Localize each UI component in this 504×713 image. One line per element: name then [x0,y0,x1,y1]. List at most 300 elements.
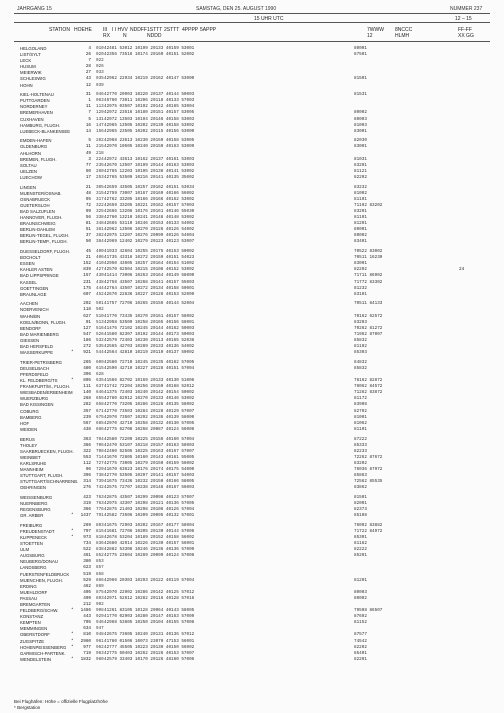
mountain-marker: * [71,528,74,534]
station-name: KAHLER ASTEN [20,267,53,273]
station-height: 977 [83,644,91,650]
observation-groups: 42758 43507 10268 20141 40157 55003 [104,279,195,285]
station-number: 962 [96,644,104,650]
mountain-marker: * [71,608,74,614]
station-number: 908 [96,608,104,614]
station-name: OBERSTDORF [20,632,50,638]
weather-groups: 71722 84972 [354,528,383,534]
station-number: 763 [96,500,104,506]
observation-groups: 42678 53204 10189 20152 40158 56002 [104,534,195,540]
station-name: FUERSTENFELDBRUCK [20,571,70,577]
weather-groups: 81062 [354,420,367,426]
observation-groups: 42580 72710 10245 20135 40162 57005 [104,359,195,365]
weather-groups: 83202 [354,460,367,466]
station-name: WEINBIET [20,454,41,460]
station-height: 111 [83,384,91,390]
station-name: ULM [20,547,30,553]
station-name: LINGEN [20,184,36,190]
station-number: 635 [96,378,104,384]
observation-groups: 42759 73007 10167 20169 40166 56002 [104,190,195,196]
observation-groups: 41670 63623 10176 20174 40175 54000 [104,466,195,472]
weather-groups: 83101 [354,291,367,297]
station-name: LIST/SYLT [20,52,41,58]
observation-groups: 42975 43307 10298 20121 40136 57005 [104,500,195,506]
observation-groups: 41580 82307 10192 20144 40173 50003 [104,331,195,337]
station-height: 11 [85,144,91,150]
observation-groups: 42965 23505 10202 20115 40156 53000 [104,128,195,134]
station-number: 452 [96,291,104,297]
station-height: 1832 [80,656,91,662]
station-height: 45 [85,249,91,255]
weather-groups: 83001 [354,261,367,267]
station-group [0,185,504,246]
station-name: NEUBERG/DONAU [20,559,58,565]
station-name: DUESSELDORF, FLUGH. [20,249,70,255]
station-height: 272 [83,344,91,350]
station-height: 462 [83,583,91,589]
station-number: 818 [96,534,104,540]
station-name: KASSEL [20,279,37,285]
observation-groups: 41675 73436 10232 20150 40166 58005 [104,479,195,485]
station-number: 033 [96,70,104,76]
station-height: 547 [83,331,91,337]
observation-groups: 42590 42710 10227 20128 40151 57004 [104,365,195,371]
weather-groups: 71962 87007 [354,331,383,337]
col-ihvv: I I HVV [112,27,128,33]
observation-groups: 42958 53509 10258 20165 40156 58001 [104,319,195,325]
col-ffff: FF-FF [458,27,472,33]
station-height: 17 [85,174,91,180]
station-name: PFERDSFELD [20,371,49,377]
station-name: BRAUNLAGE [20,291,47,297]
station-number: 382 [96,233,104,239]
weather-groups: 82202 [354,267,367,273]
weather-groups: 82222 [354,547,367,553]
station-height: 396 [83,473,91,479]
footnote-mountain: * Bergstation [14,705,41,710]
weather-groups: 84832 [354,359,367,365]
weather-groups: 83401 [354,239,367,245]
station-height: 27 [85,70,91,76]
observation-groups: 42579 72403 10230 20113 40165 52038 [104,337,195,343]
station-name: KLIPPENECK [20,534,47,540]
station-number: 853 [96,559,104,565]
station-name: MUENSTER/OSNAB. [20,190,62,196]
station-height: 322 [83,448,91,454]
station-name: NUERNBERG [20,500,48,506]
table-row [0,239,504,245]
station-number: 063 [96,98,104,104]
station-number: 202 [96,138,104,144]
station-height: 405 [83,589,91,595]
station-number: 516 [96,325,104,331]
station-name: SOLTAU [20,162,37,168]
station-number: 961 [96,638,104,644]
station-number: 742 [96,485,104,491]
footnote-airports: Bei Flughäfen: Höhe = offizielle Flugplatzhöhe [14,699,108,704]
station-height: 5 [88,116,91,122]
station-name: MANNHEIM [20,466,44,472]
col-xxgg: XX GG [458,33,474,39]
observation-groups: 42470 53107 10218 20157 40163 58003 [104,442,195,448]
station-group [0,495,504,519]
station-number: 946 [96,620,104,626]
observation-groups: 42780 62912 10270 20133 40146 53002 [104,396,195,402]
mountain-marker: * [71,638,74,644]
observation-groups: 42760 13210 10241 20148 40148 53002 [104,215,195,221]
station-group [0,301,504,356]
weather-groups: 81003 [354,122,367,128]
station-name: KOELN/BONN, FLUGH. [20,319,67,325]
mountain-marker: * [71,378,74,384]
station-number: 836 [96,541,104,547]
station-height: 231 [83,279,91,285]
station-number: 035 [96,76,104,82]
station-height: 567 [83,420,91,426]
station-name: BERLIN-DAHLEM [20,227,55,233]
observation-groups: 42575 72707 10238 20148 40167 56003 [104,485,195,491]
station-number: 704 [96,436,104,442]
station-name: LUECHOW [20,174,42,180]
table-row [0,513,504,519]
weather-groups: 72262 87672 [354,454,383,460]
station-name: SAARBRUECKEN, FLUGH. [20,448,74,454]
station-name: MUEHLDORF [20,589,48,595]
station-number: 763 [96,494,104,500]
station-name: ESSEN [20,261,35,267]
station-group [0,92,504,135]
col-w12: 12 [367,33,373,39]
station-number: 893 [96,595,104,601]
station-height: 37 [85,233,91,239]
station-height: 175 [83,285,91,291]
station-height: 797 [83,528,91,534]
table-row [0,427,504,433]
station-number: 852 [96,553,104,559]
weather-groups: 81031 [354,156,367,162]
station-number: 430 [96,273,104,279]
weather-groups: 79598 86507 [354,608,383,614]
station-name: PUTTGARDEN [20,98,50,104]
weather-groups: 83001 [354,144,367,150]
observation-groups: 41770 73435 10270 20161 40157 58002 [104,313,195,319]
station-height: 26 [85,52,91,58]
observation-groups: 42680 42914 10226 20130 40157 56001 [104,541,195,547]
station-height: 21 [85,184,91,190]
station-number: 305 [96,184,104,190]
station-number: 147 [96,122,104,128]
weather-groups: 70162 62572 [354,313,383,319]
observation-groups: 42962 22934 10219 20162 40147 53000 [104,76,195,82]
station-number: 215 [96,144,104,150]
weather-groups: 83201 [354,208,367,214]
station-name: LUEBECK-BLANKENSEE [20,128,71,134]
station-number: 338 [96,215,104,221]
station-height: 4 [88,46,91,51]
station-height: 810 [83,632,91,638]
weather-groups: 81201 [354,577,367,583]
weather-groups: 81531 [354,92,367,98]
station-height: 99 [85,208,91,214]
station-number: 869 [96,583,104,589]
weather-groups: 83862 [354,485,367,491]
station-name: NORDERNEY [20,104,48,110]
mountain-marker: * [71,350,74,356]
station-name: THOLEY [20,442,38,448]
station-number: 637 [96,384,104,390]
weather-groups: 81001 [354,414,367,420]
weather-groups: 80001 [354,46,367,51]
station-height: 634 [83,626,91,632]
weather-groups: 82202 [354,644,367,650]
station-height: 12 [85,82,91,88]
station-name: FELDBERG/SCHW. [20,608,59,614]
station-name: OLDENBURG [20,144,48,150]
observation-groups: 41933 42604 10255 20175 40153 50002 [104,249,195,255]
station-name: MEIERWIK [20,70,42,76]
col-appp: 5APPP [200,27,217,33]
weather-groups: 81152 [354,620,367,626]
station-number: 020 [96,52,104,58]
weather-groups: 85832 [354,337,367,343]
station-name: FRANKFURT/M., FLUGH. [20,384,71,390]
station-name: KL. FELDBERG/TS [20,378,58,384]
table-row [0,83,504,89]
station-number: 963 [96,650,104,656]
observation-groups: 42564 42810 10219 20110 40137 50002 [104,350,195,356]
station-number: 686 [96,426,104,432]
station-number: 714 [96,454,104,460]
table-row [0,292,504,298]
col-hoehe: HOEHE [74,27,92,33]
station-height: 805 [83,378,91,384]
station-name: AHLHORN [20,150,42,156]
col-iirx: RX [103,33,110,39]
observation-groups: 42666 13206 10176 20161 40146 55030 [104,208,195,214]
station-number: 113 [96,104,104,110]
observation-groups: 41566 82702 10169 20133 40130 51006 [104,378,195,384]
station-height: 186 [83,337,91,343]
col-nddd: NDDD [147,33,162,39]
observation-groups: 42765 12203 10195 20136 40141 53002 [104,168,195,174]
station-name: SCHLESWIG [20,76,46,82]
station-height: 705 [83,620,91,626]
observation-groups: 41742 72204 10256 20159 40168 52012 [104,384,195,390]
mountain-marker: * [71,632,74,638]
weather-groups: 82201 [354,656,367,662]
station-height: 1437 [80,513,91,519]
observation-groups: 42775 73005 10279 20150 40159 56002 [104,460,195,466]
station-number: 502 [96,307,104,313]
weather-groups: 83908 [354,402,367,408]
observation-groups: 42570 62504 10215 20108 40152 53002 [104,267,195,273]
station-height: 363 [83,436,91,442]
station-number: 738 [96,473,104,479]
col-nddff: NDDFF [130,27,147,33]
station-name: HANNOVER, FLUGH. [20,215,63,221]
station-height: 140 [83,390,91,396]
col-sttt: 1STTT [147,27,163,33]
station-height: 268 [83,396,91,402]
col-sttt2: 2STTT [164,27,180,33]
weather-groups: 83232 [354,184,367,190]
station-name: HOHENPEISSENBERG [20,644,67,650]
time-range: 12 – 15 [455,16,472,22]
station-number: 532 [96,337,104,343]
weather-groups: 70262 81272 [354,325,383,331]
station-name: STUTTGART, FLUGH. [20,473,64,479]
weather-groups: 85108 [354,513,367,519]
weather-groups: 82001 [354,500,367,506]
station-number: 513 [96,319,104,325]
observation-groups: 42356 73516 10174 20160 40151 52002 [104,52,195,58]
station-height: 529 [83,577,91,583]
station-number: 322 [96,202,104,208]
station-group [0,523,504,663]
station-height: 239 [83,414,91,420]
station-name: BERLIN-TEGEL, FLUGH. [20,233,70,239]
observation-groups: 42966 20303 10293 20122 40119 57004 [104,577,195,583]
weather-groups: 85401 [354,650,367,656]
observation-groups: 42770 53505 10297 20141 40157 54003 [104,473,195,479]
station-height: 719 [83,650,91,656]
col-pppp: 4PPPP [182,27,199,33]
station-height: 839 [83,267,91,273]
station-height: 519 [83,571,91,577]
station-height: 1486 [80,608,91,614]
observation-groups: 42969 12402 10279 20123 40123 53007 [104,239,195,245]
station-height: 269 [83,522,91,528]
station-height: 734 [83,541,91,547]
station-name: ZUGSPITZE [20,638,45,644]
station-height: 72 [85,202,91,208]
table-row [0,485,504,491]
station-height: 357 [83,408,91,414]
station-number: 400 [96,249,104,255]
observation-groups: 42950 43605 10257 20164 40154 51002 [104,261,195,267]
observation-groups: 42968 53805 10250 20104 40155 57008 [104,620,195,626]
issue-number: NUMMER 237 [450,6,483,12]
station-name: FREUDENSTADT [20,528,55,534]
station-height: 438 [83,426,91,432]
station-name: WUERZBURG [20,396,49,402]
station-number: 510 [96,313,104,319]
col-iir: III [103,27,108,33]
mountain-marker: * [71,656,74,662]
observation-groups: 42882 53308 10246 20136 40136 57009 [104,547,195,553]
observation-groups: 41375 72403 10240 20142 40154 50002 [104,390,195,396]
station-number: 315 [96,190,104,196]
weather-groups: 81102 [354,344,367,350]
station-number: 325 [96,208,104,214]
station-number: 046 [96,92,104,98]
observation-groups: 42875 43507 10299 20098 40123 57007 [104,494,195,500]
station-name: GR. ARBER [20,513,44,519]
station-name: TRIER-PETRISBERG [20,359,63,365]
weather-groups: 71192 83202 [354,202,383,208]
observation-groups: 42971 52612 10282 20116 40128 57016 [104,595,195,601]
station-number: 685 [96,420,104,426]
station-height: 627 [83,313,91,319]
station-name: BAD SALZUFLEN [20,208,55,214]
station-height: 480 [83,365,91,371]
station-group [0,249,504,298]
observation-groups: 42579 33403 10170 20126 48160 57006 [104,656,195,662]
station-name: BREMEN, FLUGH. [20,156,57,162]
station-height: 49 [85,150,91,156]
station-group [0,46,504,89]
station-height: 5 [88,138,91,144]
table-row [0,129,504,135]
station-height: 973 [83,534,91,540]
observation-groups: 41770 02903 10280 20147 40163 57009 [104,614,195,620]
weather-groups: 70522 83002 [354,249,383,255]
station-number: 253 [96,174,104,180]
observation-groups: 41476 72102 10245 20144 40162 50003 [104,325,195,331]
observation-groups: 42965 13505 10202 20139 40158 53002 [104,122,195,128]
station-height: 409 [83,595,91,601]
weather-groups: 82202 [354,174,367,180]
station-number: 739 [96,479,104,485]
observation-groups: 42765 53509 10216 20141 40135 35002 [104,174,195,180]
observation-groups: 42481 53012 10199 20133 40159 53001 [104,46,195,51]
station-number: 501 [96,301,104,307]
observation-groups: 42972 23516 10180 20151 40157 53005 [104,110,195,116]
observation-groups: 42962 13506 10270 20126 40126 54002 [104,227,195,233]
observation-groups: 46760 73011 10206 20118 40133 57003 [104,98,195,104]
station-number: 260 [96,168,104,174]
weather-groups: 78162 82872 [354,378,383,384]
weather-groups: 82373 [354,507,367,513]
station-height: 202 [83,301,91,307]
weather-groups: 78062 84572 [354,384,383,390]
weather-groups: 70511 16230 [354,255,383,261]
station-number: 838 [96,547,104,553]
station-name: BENDORF [20,325,42,331]
weather-groups: 80003 [354,589,367,595]
station-height: 91 [85,319,91,325]
weather-groups: 82030 [354,138,367,144]
station-height: 16 [85,122,91,128]
station-height: 14 [85,128,91,134]
weather-groups: 80002 [354,233,367,239]
weather-groups: 81121 [354,168,367,174]
station-number: 866 [96,577,104,583]
station-name: AACHEN [20,301,38,307]
station-number: 010 [96,46,104,51]
col-station: STATION [49,27,70,33]
station-number: 384 [96,239,104,245]
station-height: 921 [83,350,91,356]
station-number: 615 [96,365,104,371]
station-number: 858 [96,571,104,577]
weather-groups: 80003 [354,116,367,122]
station-name: WIESBADEN/ERBENHEIM [20,390,73,396]
weather-groups: 70511 84133 [354,301,383,307]
station-name: AUGSBURG [20,553,45,559]
station-name: MEMMINGEN [20,626,48,632]
station-number: 857 [96,565,104,571]
station-number: 708 [96,448,104,454]
observation-groups: 42762 33205 10166 20166 40162 53002 [104,196,195,202]
observation-groups: 41735 43316 10272 20159 40151 54023 [104,255,195,261]
observation-groups: 42659 33205 10221 20162 40157 57003 [104,202,195,208]
station-number: 929 [96,614,104,620]
weather-groups: 83001 [354,128,367,134]
col-n: N [123,33,127,39]
station-name: WASSERKUPPE [20,350,54,356]
station-number: 609 [96,359,104,365]
